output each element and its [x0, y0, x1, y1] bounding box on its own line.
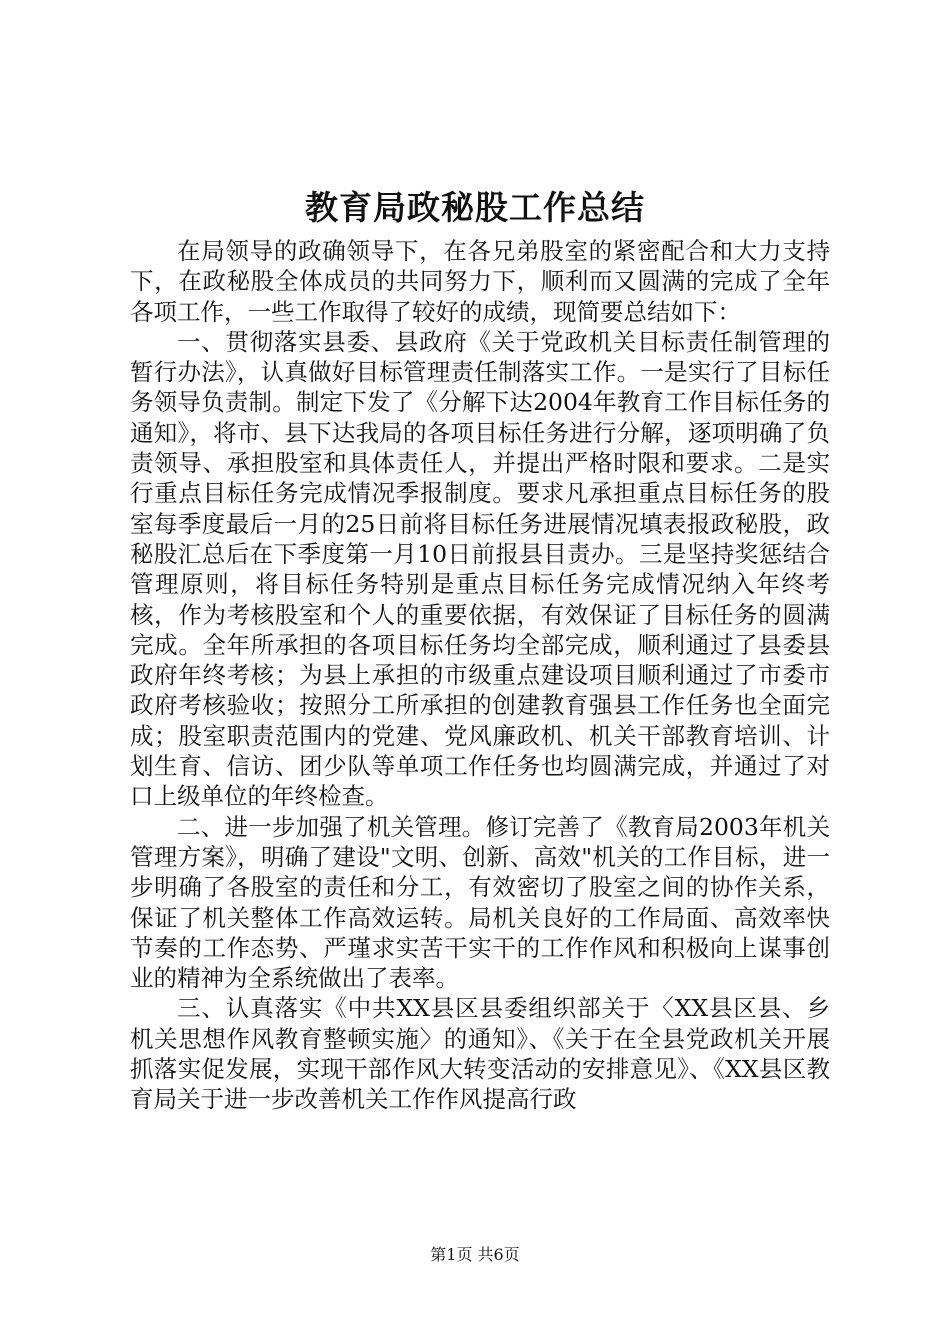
paragraph-section-2: 二、进一步加强了机关管理。修订完善了《教育局2003年机关管理方案》，明确了建设"文明、创新、高效"机关的工作目标，进一步明确了各股室的责任和分工，有效密切了股室之间的协作关系，保证了机关整体工作高效运转。局机关良好的工作局面、高效率快节奏的工作态势、严瑾求实苦干实干的工作作风和积极向上谋事创业的精神为全系统做出了表率。 — [130, 812, 830, 993]
page-number-footer: 第1页 共6页 — [430, 1245, 520, 1264]
paragraph-intro: 在局领导的政确领导下，在各兄弟股室的紧密配合和大力支持下，在政秘股全体成员的共同努力下，顺利而又圆满的完成了全年各项工作，一些工作取得了较好的成绩，现简要总结如下： — [130, 237, 830, 326]
paragraph-section-3: 三、认真落实《中共XX县区县委组织部关于〈XX县区县、乡机关思想作风教育整顿实施〉的通知》、《关于在全县党政机关开展抓落实促发展，实现干部作风大转变活动的安排意见》、《XX县区教育局关于进一步改善机关工作作风提高行政 — [130, 994, 830, 1114]
document-body — [130, 236, 830, 1115]
paragraph-section-1: 一、贯彻落实县委、县政府《关于党政机关目标责任制管理的暂行办法》，认真做好目标管理责任制落实工作。一是实行了目标任务领导负责制。制定下发了《分解下达2004年教育工作目标任务的通知》，将市、县下达我局的各项目标任务进行分解，逐项明确了负责领导、承担股室和具体责任人，并提出严格时限和要求。二是实行重点目标任务完成情况季报制度。要求凡承担重点目标任务的股室每季度最后一月的25日前将目标任务进展情况填表报政秘股，政秘股汇总后在下季度第一月10日前报县目责办。三是坚持奖惩结合管理原则，将目标任务特别是重点目标任务完成情况纳入年终考核，作为考核股室和个人的重要依据，有效保证了目标任务的圆满完成。全年所承担的各项目标任务均全部完成，顺利通过了县委县政府年终考核；为县上承担的市级重点建设项目顺利通过了市委市政府考核验收；按照分工所承担的创建教育强县工作任务也全面完成；股室职责范围内的党建、党风廉政机、机关干部教育培训、计划生育、信访、团少队等单项工作任务也均圆满完成，并通过了对口上级单位的年终检查。 — [130, 327, 830, 811]
document-title: 教育局政秘股工作总结 — [305, 188, 645, 227]
